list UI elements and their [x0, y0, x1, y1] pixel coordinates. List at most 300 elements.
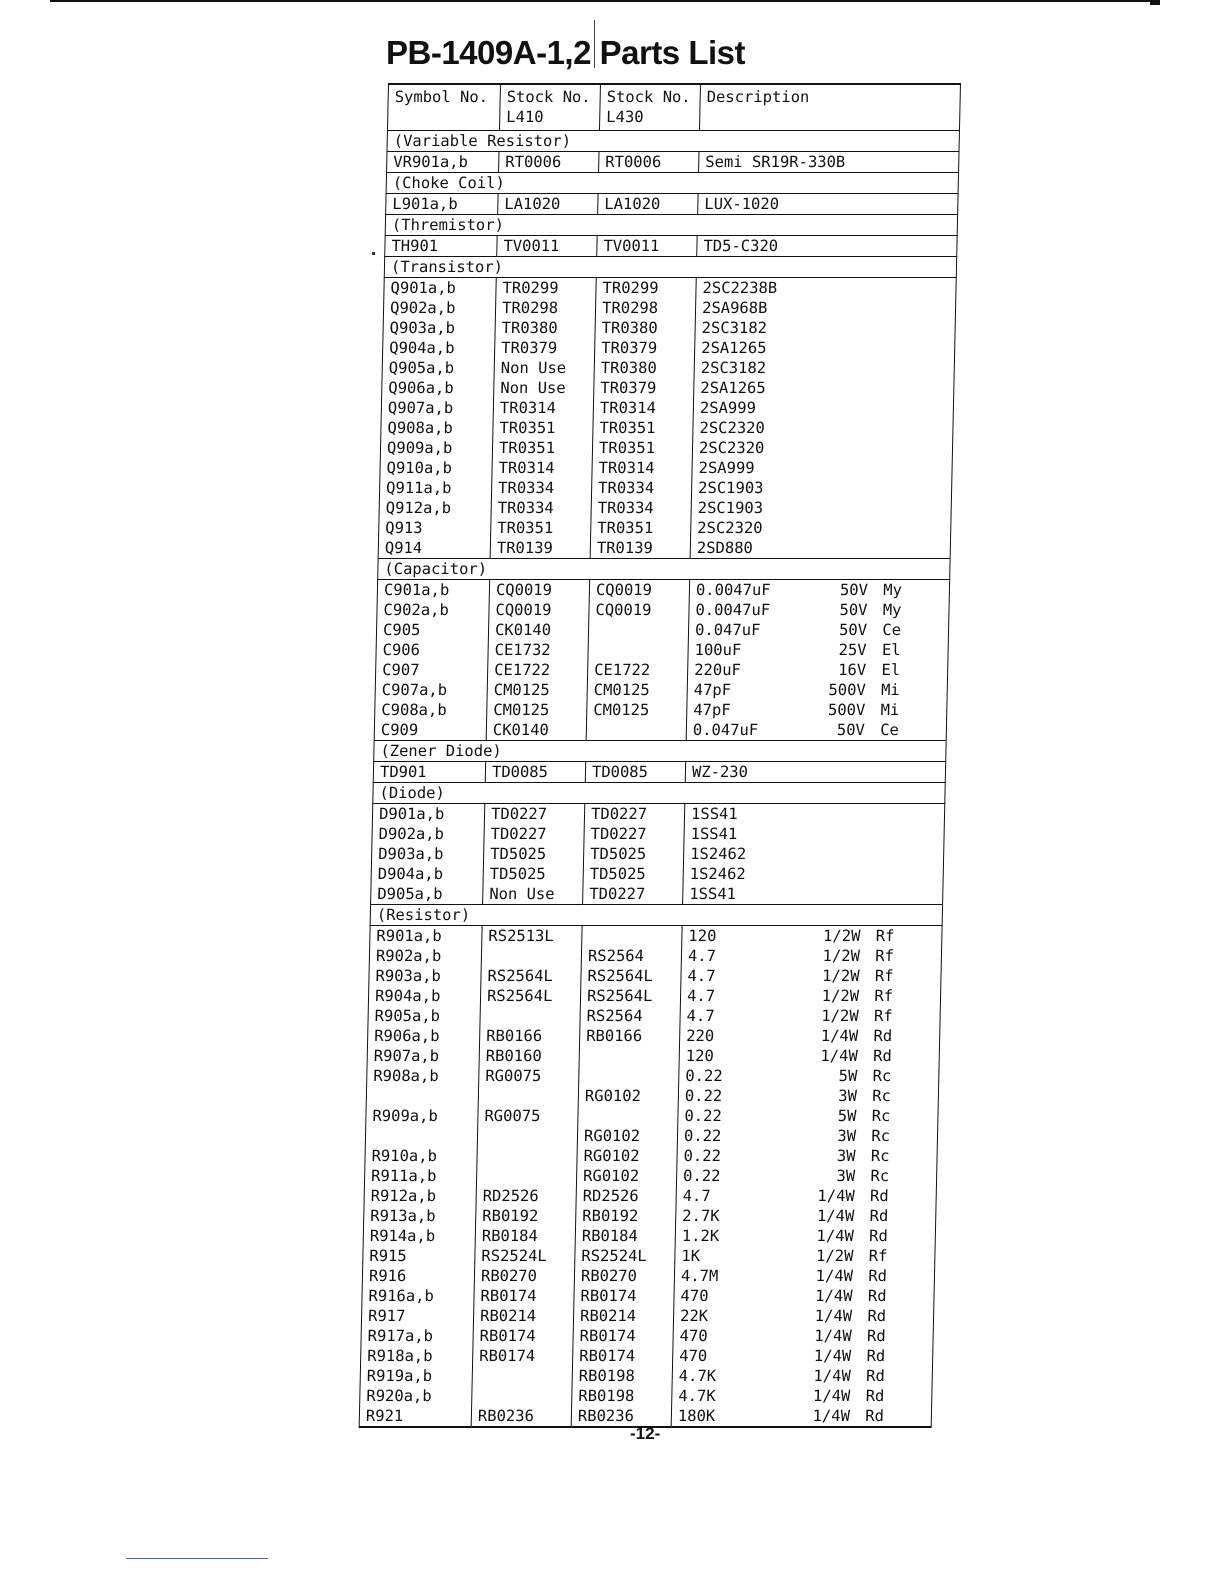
description-cell: [699, 152, 959, 173]
description-rating: [815, 236, 875, 256]
description-wrap: [681, 1246, 928, 1266]
section-label: [387, 131, 959, 152]
description-type: [875, 236, 909, 256]
stock-l410-cell-text: RS2564L: [486, 987, 553, 1005]
description-cell: [697, 236, 957, 257]
table-row: [384, 278, 956, 299]
description-cell: [681, 966, 941, 986]
table-row: [364, 1166, 936, 1186]
stock-l430-cell-text: TR0379: [600, 379, 657, 397]
symbol-cell: [383, 318, 495, 338]
stock-l410-cell: [477, 1146, 577, 1166]
stock-l430-cell-text: CM0125: [593, 681, 650, 699]
symbol-cell-text: TH901: [391, 237, 439, 255]
table-row: [381, 398, 953, 418]
description-type: Rc: [872, 1087, 892, 1105]
parts-table: [359, 83, 961, 1428]
description-type: [871, 418, 905, 438]
description-type: Rf: [875, 927, 895, 945]
description-type: [863, 804, 897, 824]
description-type: Rf: [875, 947, 895, 965]
stock-l430-cell-text: TR0298: [601, 299, 659, 317]
stock-l430-cell-text: RS2524L: [581, 1247, 647, 1265]
description-type: [861, 884, 895, 904]
stock-l430-cell-text: RD2526: [582, 1187, 639, 1205]
stock-l430-cell-text: RS2564: [586, 1007, 643, 1025]
description-value: 4.7: [686, 1007, 715, 1025]
table-row: [378, 538, 950, 559]
section-label-text: (Resistor): [376, 906, 471, 924]
description-rating: [811, 438, 871, 458]
stock-l430-cell-text: TV0011: [603, 237, 660, 255]
stock-l430-cell: [593, 398, 693, 418]
description-cell: [679, 1026, 939, 1046]
stock-l410-cell: [483, 864, 583, 884]
description-value: 120: [688, 927, 717, 945]
description-value: WZ-230: [691, 763, 749, 781]
description-value: Semi SR19R-330B: [705, 153, 846, 171]
description-type: El: [881, 641, 901, 659]
description-type: [862, 864, 896, 884]
description-cell: [687, 660, 947, 680]
table-row: [364, 1206, 936, 1226]
stock-l410-cell: [493, 418, 593, 438]
stock-l430-cell-text: CM0125: [593, 701, 650, 719]
description-cell: [675, 1246, 935, 1266]
stock-l430-cell-text: TR0299: [602, 279, 659, 297]
stock-l430-cell-text: TR0351: [598, 439, 656, 457]
table-row: [387, 152, 959, 173]
description-value: 2SC2238B: [702, 279, 778, 297]
symbol-cell-text: Q908a,b: [387, 419, 453, 437]
description-wrap: [704, 194, 951, 214]
symbol-cell-text: Q912a,b: [385, 499, 452, 517]
description-rating: 5W: [837, 1107, 857, 1125]
stock-l430-cell-text: RB0214: [579, 1307, 637, 1325]
stock-l430-cell: [588, 620, 688, 640]
description-type: [874, 298, 908, 318]
description-rating: 1/4W: [820, 1027, 859, 1045]
stock-l410-cell: [483, 844, 583, 864]
table-row: [366, 1086, 938, 1106]
description-rating: 1/4W: [820, 1047, 858, 1065]
stock-l410-cell-text: RB0160: [485, 1047, 542, 1065]
symbol-cell: [381, 398, 493, 418]
description-wrap: [685, 1086, 932, 1106]
stock-l430-cell: [575, 1246, 675, 1266]
margin-dot: [372, 252, 375, 255]
stock-l410-cell: [487, 700, 587, 720]
description-cell: [679, 1066, 939, 1086]
table-row: [379, 498, 951, 518]
description-type: My: [883, 581, 903, 599]
symbol-cell-text: R921: [365, 1407, 404, 1425]
stock-l410-cell-text: RS2513L: [488, 927, 554, 945]
stock-l430-cell-text: TR0379: [601, 339, 658, 357]
stock-l430-cell: [587, 660, 687, 680]
stock-l430-cell-text: TD5025: [589, 865, 646, 883]
stock-l410-cell: [471, 1406, 571, 1427]
description-value: 1S2462: [689, 865, 746, 883]
stock-l410-cell: [498, 194, 598, 215]
description-cell: [678, 1086, 938, 1106]
description-wrap: [702, 298, 949, 318]
description-value: 2SC2320: [698, 439, 765, 457]
description-wrap: [694, 660, 941, 680]
description-wrap: [697, 538, 944, 558]
stock-l410-cell-text: RD2526: [482, 1187, 539, 1205]
description-cell: [695, 298, 955, 318]
description-wrap: [700, 378, 947, 398]
description-type: Rd: [866, 1327, 886, 1345]
section-label-text: (Capacitor): [384, 560, 488, 578]
header-stock-l430: [599, 84, 700, 131]
symbol-cell: [364, 1186, 476, 1206]
symbol-cell: [379, 498, 491, 518]
description-type: Ce: [880, 721, 900, 739]
description-rating: [813, 338, 873, 358]
stock-l410-cell: [478, 1086, 578, 1106]
description-wrap: [685, 1066, 932, 1086]
description-wrap: [683, 1146, 930, 1166]
stock-l410-cell: [481, 946, 581, 966]
description-type: Rf: [874, 967, 894, 985]
stock-l410-cell: [488, 620, 588, 640]
description-type: Mi: [880, 701, 900, 719]
symbol-cell-text: R917: [367, 1307, 406, 1325]
stock-l410-cell: [487, 680, 587, 700]
section-label: [378, 559, 950, 580]
symbol-cell-text: R904a,b: [374, 987, 441, 1005]
description-cell: [673, 1306, 933, 1326]
table-row: [383, 298, 955, 318]
description-rating: 25V: [838, 641, 867, 659]
section-label-text: (Diode): [379, 784, 446, 802]
symbol-cell: [371, 884, 483, 905]
symbol-cell-text: R902a,b: [375, 947, 442, 965]
stock-l430-cell: [581, 966, 681, 986]
stock-l430-cell-text: TR0351: [597, 519, 654, 537]
stock-l410-cell-text: Non Use: [500, 359, 567, 377]
description-type: Ce: [882, 621, 902, 639]
description-type: [862, 844, 896, 864]
description-rating: 50V: [838, 621, 868, 639]
stock-l410-cell: [491, 498, 591, 518]
description-rating: [804, 762, 864, 782]
stock-l430-cell: [576, 1166, 676, 1186]
table-row: [369, 966, 941, 986]
description-value: 2SC3182: [700, 359, 767, 377]
stock-l410-cell: [496, 278, 596, 299]
stock-l430-cell: [576, 1206, 676, 1226]
description-value: 120: [685, 1047, 714, 1065]
stock-l410-cell: [479, 1066, 579, 1086]
symbol-cell: [371, 844, 483, 864]
section-label: [384, 257, 956, 278]
stock-l410-cell: [487, 660, 587, 680]
stock-l410-cell-text: RB0214: [479, 1307, 537, 1325]
symbol-cell-text: TD901: [379, 763, 427, 781]
description-wrap: [688, 926, 935, 946]
description-cell: [681, 946, 941, 966]
symbol-cell: [366, 1106, 478, 1126]
description-wrap: [680, 1286, 927, 1306]
description-type: [873, 318, 907, 338]
description-wrap: [686, 1046, 933, 1066]
stock-l430-cell: [579, 1066, 679, 1086]
stock-l430-cell: [577, 1146, 677, 1166]
table-row: [373, 762, 945, 783]
stock-l410-cell: [492, 458, 592, 478]
stock-l430-cell: [584, 824, 684, 844]
description-rating: 50V: [839, 601, 868, 619]
stock-l410-cell: [476, 1186, 576, 1206]
description-rating: 1/4W: [812, 1407, 851, 1425]
description-rating: 500V: [827, 701, 866, 719]
stock-l410-cell: [473, 1306, 573, 1326]
table-header: [387, 84, 960, 131]
symbol-cell-text: R920a,b: [366, 1387, 432, 1405]
description-wrap: [692, 762, 939, 782]
description-type: Rf: [868, 1247, 888, 1265]
symbol-cell-text: VR901a,b: [393, 153, 469, 171]
stock-l410-cell-text: TR0139: [496, 539, 554, 557]
description-rating: 1/4W: [816, 1227, 855, 1245]
stock-l410-cell: [479, 1026, 579, 1046]
description-type: Rd: [868, 1267, 888, 1285]
stock-l410-cell-text: Non Use: [489, 885, 555, 903]
table-row: [363, 1246, 935, 1266]
description-type: Rd: [873, 1027, 893, 1045]
table-row: [365, 1146, 937, 1166]
description-type: Rc: [871, 1127, 891, 1145]
stock-l410-cell-text: CM0125: [493, 681, 550, 699]
description-rating: 1/2W: [822, 927, 861, 945]
symbol-cell-text: D901a,b: [378, 805, 445, 823]
stock-l430-cell: [587, 700, 687, 720]
stock-l430-cell: [591, 498, 691, 518]
description-rating: [814, 298, 874, 318]
header-symbol-label: Symbol No.: [394, 88, 489, 106]
description-rating: [811, 418, 871, 438]
stock-l430-cell: [599, 152, 699, 173]
description-type: [873, 358, 907, 378]
page-number: -12-: [630, 1424, 661, 1443]
description-value: 2SA968B: [701, 299, 768, 317]
stock-l410-cell: [477, 1126, 577, 1146]
description-wrap: [701, 318, 948, 338]
table-row: [375, 660, 947, 680]
stock-l430-cell: [591, 518, 691, 538]
description-cell: [671, 1406, 931, 1427]
table-row: [379, 478, 951, 498]
header-symbol: [387, 84, 500, 131]
stock-l410-cell-text: RS2564L: [487, 967, 554, 985]
stock-l410-cell-text: RB0192: [482, 1207, 539, 1225]
stock-l410-cell-text: CQ0019: [495, 581, 553, 599]
stock-l410-cell-text: TR0334: [497, 479, 555, 497]
stock-l410-cell-text: TD0085: [491, 763, 549, 781]
stock-l430-cell: [583, 884, 683, 905]
symbol-cell-text: R917a,b: [367, 1327, 434, 1345]
symbol-cell: [367, 1066, 479, 1086]
description-rating: [817, 152, 877, 172]
description-rating: [802, 864, 862, 884]
symbol-cell-text: D905a,b: [377, 885, 443, 903]
stock-l410-cell-text: RS2524L: [481, 1247, 547, 1265]
stock-l410-cell: [491, 518, 591, 538]
description-cell: [698, 194, 958, 215]
stock-l410-cell: [492, 438, 592, 458]
symbol-cell: [360, 1366, 472, 1386]
stock-l410-cell: [484, 824, 584, 844]
stock-l430-cell: [580, 1006, 680, 1026]
stock-l410-cell: [495, 318, 595, 338]
section-label: [385, 215, 957, 236]
symbol-cell: [368, 1006, 480, 1026]
description-value: 470: [679, 1327, 708, 1345]
stock-l410-cell-text: TD5025: [489, 845, 547, 863]
symbol-cell-text: Q903a,b: [389, 319, 456, 337]
section-row: [386, 173, 958, 194]
description-rating: 1/2W: [821, 967, 860, 985]
symbol-cell-text: C906: [382, 641, 421, 659]
bottom-underline: [126, 1558, 268, 1559]
stock-l430-cell: [580, 986, 680, 1006]
description-cell: [677, 1126, 937, 1146]
description-value: 0.047uF: [692, 721, 759, 739]
description-type: Rc: [870, 1147, 890, 1165]
description-wrap: [695, 620, 942, 640]
stock-l410-cell-text: TR0351: [497, 519, 554, 537]
symbol-cell-text: R910a,b: [371, 1147, 438, 1165]
table-row: [366, 1106, 938, 1126]
table-row: [383, 318, 955, 338]
section-row: [373, 783, 945, 804]
symbol-cell-text: D904a,b: [377, 865, 444, 883]
description-cell: [678, 1106, 938, 1126]
symbol-cell-text: Q902a,b: [389, 299, 456, 317]
description-rating: [810, 498, 870, 518]
description-wrap: [680, 1306, 927, 1326]
section-label: [370, 905, 942, 926]
description-wrap: [694, 680, 941, 700]
stock-l410-cell-text: TR0298: [501, 299, 559, 317]
stock-l410-cell: [472, 1386, 572, 1406]
stock-l430-cell: [579, 1046, 679, 1066]
stock-l430-cell-text: CQ0019: [595, 601, 652, 619]
description-rating: 1/4W: [814, 1307, 853, 1325]
description-value: 2SC1903: [697, 499, 764, 517]
description-wrap: [682, 1206, 929, 1226]
description-cell: [680, 986, 940, 1006]
stock-l410-cell: [480, 986, 580, 1006]
symbol-cell-text: R915: [369, 1247, 407, 1265]
stock-l430-cell-text: TD0085: [591, 763, 649, 781]
symbol-cell-text: C905: [382, 621, 421, 639]
stock-l410-cell: [473, 1346, 573, 1366]
description-type: [876, 194, 910, 214]
description-cell: [674, 1266, 934, 1286]
description-value: 220uF: [693, 661, 742, 679]
description-type: [862, 824, 896, 844]
symbol-cell: [372, 804, 484, 825]
description-rating: [813, 318, 873, 338]
stock-l430-cell-text: CE1722: [593, 661, 651, 679]
stock-l410-cell-text: RG0075: [484, 1107, 541, 1125]
description-value: 470: [680, 1287, 709, 1305]
description-value: 0.22: [684, 1107, 722, 1125]
stock-l410-cell-text: TV0011: [503, 237, 560, 255]
description-wrap: [698, 498, 945, 518]
description-type: [870, 498, 904, 518]
description-rating: 1/2W: [815, 1247, 854, 1265]
stock-l430-cell: [587, 680, 687, 700]
symbol-cell-text: C907: [381, 661, 420, 679]
stock-l410-cell-text: CK0140: [494, 621, 552, 639]
section-label-text: (Variable Resistor): [393, 132, 572, 150]
table-row: [380, 438, 952, 458]
description-rating: [816, 194, 876, 214]
symbol-cell: [386, 194, 498, 215]
description-value: 4.7: [687, 967, 716, 985]
description-type: [870, 478, 904, 498]
symbol-cell: [377, 580, 489, 601]
description-type: Rc: [872, 1067, 892, 1085]
symbol-cell: [369, 946, 481, 966]
table-row: [363, 1226, 935, 1246]
stock-l410-cell-text: CK0140: [492, 721, 550, 739]
description-wrap: [679, 1346, 926, 1366]
description-rating: 1/2W: [821, 1007, 859, 1025]
description-wrap: [682, 1226, 929, 1246]
table-row: [377, 600, 949, 620]
description-type: Rd: [867, 1307, 887, 1325]
stock-l410-cell-text: LA1020: [504, 195, 561, 213]
stock-l410-cell: [495, 298, 595, 318]
symbol-cell: [361, 1326, 473, 1346]
stock-l410-cell-text: CE1722: [493, 661, 551, 679]
symbol-cell-text: Q913: [385, 519, 423, 537]
description-cell: [682, 926, 942, 947]
stock-l430-cell: [586, 720, 686, 741]
description-wrap: [681, 1266, 928, 1286]
description-value: 1SS41: [690, 825, 738, 843]
stock-l410-cell-text: RT0006: [505, 153, 562, 171]
symbol-cell-text: R916a,b: [368, 1287, 435, 1305]
symbol-cell: [363, 1246, 475, 1266]
stock-l410-cell: [493, 398, 593, 418]
symbol-cell-text: C909: [380, 721, 419, 739]
description-cell: [672, 1366, 932, 1386]
description-value: 1SS41: [690, 805, 738, 823]
stock-l430-cell-text: CQ0019: [595, 581, 653, 599]
symbol-cell: [360, 1386, 472, 1406]
description-value: 100uF: [694, 641, 742, 659]
description-rating: 1/2W: [822, 947, 861, 965]
stock-l430-cell-text: RB0166: [586, 1027, 643, 1045]
symbol-cell: [370, 926, 482, 947]
description-cell: [687, 680, 947, 700]
table-row: [376, 640, 948, 660]
description-value: 47pF: [693, 681, 732, 699]
table-row: [375, 700, 947, 720]
stock-l430-cell-text: TD0227: [590, 805, 648, 823]
stock-l410-cell: [475, 1226, 575, 1246]
description-type: Rd: [865, 1407, 885, 1425]
description-wrap: [687, 986, 934, 1006]
stock-l410-cell: [489, 600, 589, 620]
